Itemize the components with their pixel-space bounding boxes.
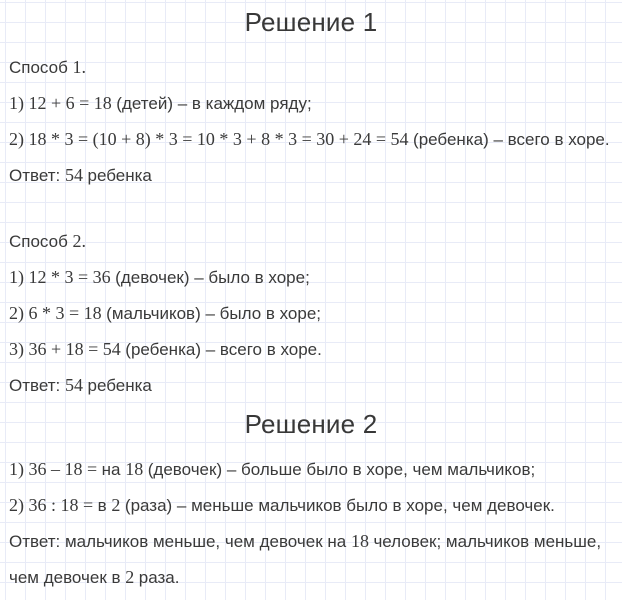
math-segment: 54 — [64, 165, 88, 185]
math-segment: 1) 36 – 18 = — [9, 459, 102, 479]
math-segment: 1) 12 + 6 = 18 — [9, 93, 117, 113]
text-segment: (девочек) – было в хоре; — [115, 268, 310, 287]
text-segment: в — [97, 496, 112, 515]
math-segment: 2) 18 * 3 = (10 + 8) * 3 = 10 * 3 + 8 * 3 = 30 + 24 = 54 — [9, 129, 414, 149]
solution-1-method-2-step-3 — [9, 332, 613, 368]
math-segment: 18 — [125, 459, 148, 479]
text-segment: ребенка — [87, 376, 152, 395]
math-segment: 2) 36 : 18 = — [9, 495, 98, 515]
math-segment: 3) 36 + 18 = 54 — [9, 339, 126, 359]
solution-1-method-2-step-1 — [9, 260, 613, 296]
text-segment: человек; мальчиков меньше, — [373, 532, 602, 551]
text-segment: Способ — [9, 58, 73, 77]
math-segment: 1) 12 * 3 = 36 — [9, 267, 116, 287]
text-segment: (девочек) – больше было в хоре, чем мальчиков; — [147, 460, 536, 479]
math-segment: 18 — [350, 531, 374, 551]
text-segment: Способ — [9, 232, 73, 251]
text-segment: (ребенка) – всего в хоре. — [125, 340, 322, 359]
math-segment: 2. — [72, 231, 87, 251]
solution-2-step-2 — [9, 488, 613, 524]
text-segment: Ответ: мальчиков меньше, чем девочек на — [9, 532, 351, 551]
math-segment: 2 — [125, 567, 139, 587]
solution-1-method-1-step-2 — [9, 122, 613, 158]
solution-2-step-1 — [9, 452, 613, 488]
section-gap — [9, 194, 613, 224]
text-segment: (раза) – меньше мальчиков было в хоре, чем девочек. — [124, 496, 555, 515]
text-segment: чем девочек в — [9, 568, 126, 587]
method-2-heading — [9, 224, 613, 260]
text-segment: Ответ: — [9, 166, 65, 185]
text-segment: ребенка — [87, 166, 152, 185]
solution-1-method-2-step-2 — [9, 296, 613, 332]
solution-1-method-2-answer — [9, 368, 613, 404]
solution-1-title: Решение 1 — [244, 7, 378, 37]
solution-1-method-1-step-1 — [9, 86, 613, 122]
solution-2-answer-line-2 — [9, 560, 613, 596]
math-segment: 2) 6 * 3 = 18 — [9, 303, 107, 323]
solution-2-answer-line-1 — [9, 524, 613, 560]
text-segment: на — [101, 460, 126, 479]
method-1-heading — [9, 50, 613, 86]
math-segment: 54 — [64, 375, 88, 395]
solution-2-title: Решение 2 — [244, 409, 378, 439]
text-segment: Ответ: — [9, 376, 65, 395]
text-segment: (детей) – в каждом ряду; — [116, 94, 312, 113]
math-segment: 1. — [72, 57, 87, 77]
text-segment: раза. — [138, 568, 180, 587]
solution-1-method-1-answer — [9, 158, 613, 194]
text-segment: (мальчиков) – было в хоре; — [106, 304, 322, 323]
math-segment: 2 — [111, 495, 125, 515]
text-segment: (ребенка) – всего в хоре. — [413, 130, 610, 149]
